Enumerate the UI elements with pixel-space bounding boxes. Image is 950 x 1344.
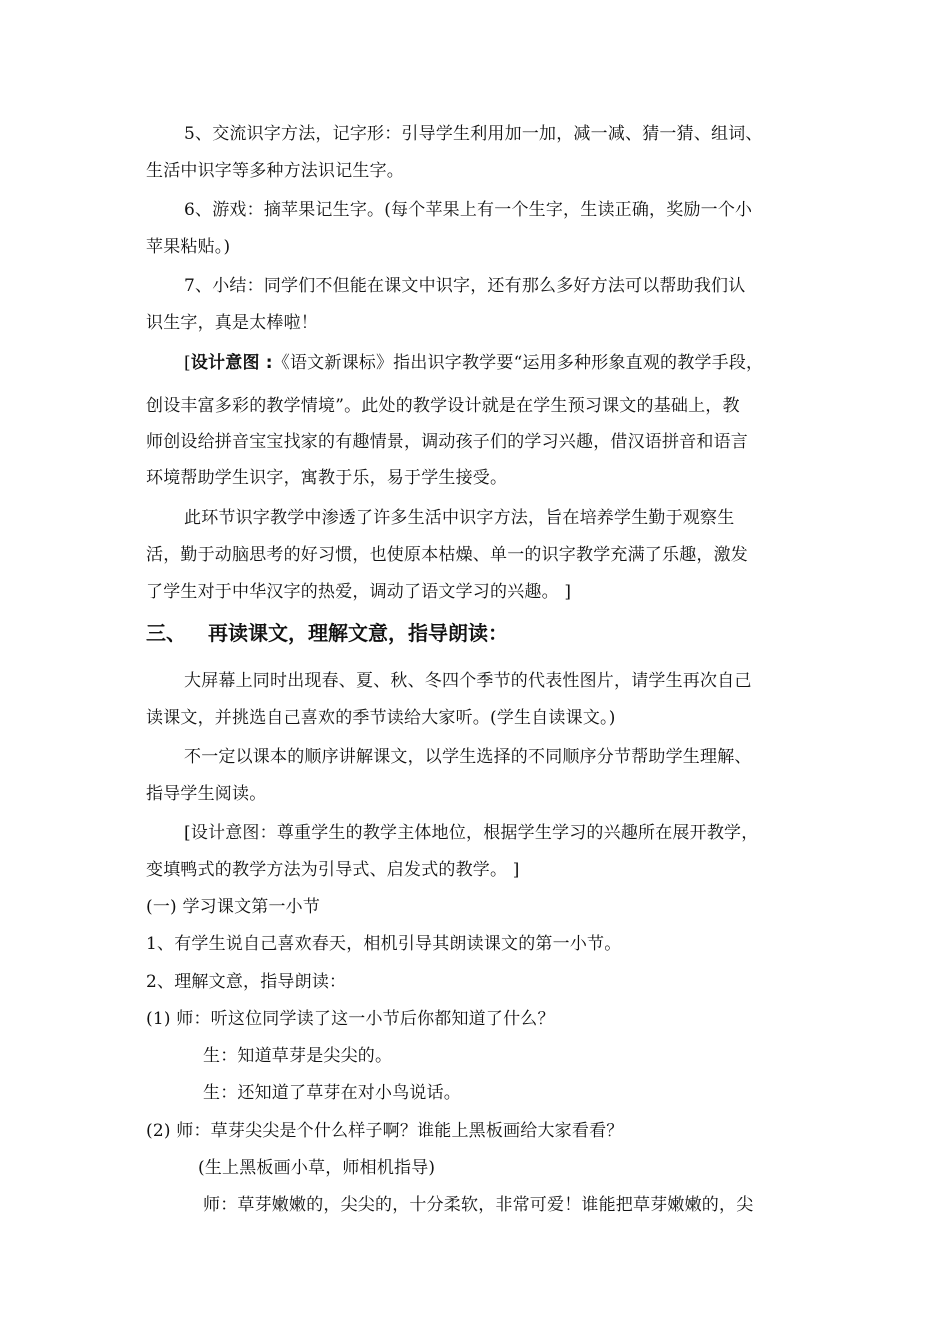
list-item-2: 2、理解文意，指导朗读： [146, 972, 347, 992]
student-answer-1: 生：知道草芽是尖尖的。 [203, 1046, 393, 1066]
list-item-1: 1、有学生说自己喜欢春天，相机引导其朗读课文的第一小节。 [146, 934, 622, 954]
section-title: 再读课文，理解文意，指导朗读： [208, 621, 508, 645]
section-heading [146, 619, 508, 647]
section3-intent-line2: 变填鸭式的教学方法为引导式、启发式的教学。 ] [146, 860, 520, 880]
student-answer-2: 生：还知道了草芽在对小鸟说话。 [203, 1083, 461, 1103]
design-intent-line6: 活，勤于动脑思考的好习惯，也使原本枯燥、单一的识字教学充满了乐趣，激发 [146, 545, 748, 565]
section3-intent-line1: [设计意图：尊重学生的教学主体地位，根据学生学习的兴趣所在展开教学， [184, 823, 759, 843]
stage-direction: (生上黑板画小草，师相机指导) [198, 1158, 436, 1178]
section3-para2-line2: 指导学生阅读。 [146, 784, 267, 804]
paragraph-step6-line2: 苹果粘贴。) [146, 237, 231, 257]
design-intent-line1 [184, 351, 763, 375]
design-intent-line4: 环境帮助学生识字，寓教于乐，易于学生接受。 [146, 468, 508, 488]
paragraph-step5-line2: 生活中识字等多种方法识记生字。 [146, 161, 404, 181]
subsection-heading: (一) 学习课文第一小节 [146, 897, 321, 917]
dialogue-item-1: (1) 师：听这位同学读了这一小节后你都知道了什么？ [146, 1009, 555, 1029]
design-intent-bracket: [ [184, 353, 191, 373]
design-intent-line5: 此环节识字教学中渗透了许多生活中识字方法，旨在培养学生勤于观察生 [184, 508, 735, 528]
design-intent-text: 《语文新课标》指出识字教学要“运用多种形象直观的教学手段， [272, 353, 764, 373]
paragraph-step7-line1: 7、小结：同学们不但能在课文中识字，还有那么多好方法可以帮助我们认 [184, 276, 746, 296]
section3-para2-line1: 不一定以课本的顺序讲解课文，以学生选择的不同顺序分节帮助学生理解、 [184, 747, 752, 767]
paragraph-step7-line2: 识生字，真是太棒啦！ [146, 313, 318, 333]
teacher-line: 师：草芽嫩嫩的，尖尖的，十分柔软，非常可爱！谁能把草芽嫩嫩的，尖 [203, 1195, 754, 1215]
design-intent-label: 设计意图 : [190, 353, 273, 373]
section-number: 三、 [146, 621, 186, 645]
paragraph-step5-line1: 5、交流识字方法，记字形：引导学生利用加一加，减一减、猜一猜、组词、 [184, 124, 763, 144]
section3-para1-line2: 读课文，并挑选自己喜欢的季节读给大家听。(学生自读课文。) [146, 708, 616, 728]
design-intent-line2: 创设丰富多彩的教学情境”。此处的教学设计就是在学生预习课文的基础上，教 [146, 396, 740, 416]
paragraph-step6-line1: 6、游戏：摘苹果记生字。(每个苹果上有一个生字，生读正确，奖励一个小 [184, 200, 753, 220]
dialogue-item-2: (2) 师：草芽尖尖是个什么样子啊？谁能上黑板画给大家看看？ [146, 1121, 624, 1141]
section3-para1-line1: 大屏幕上同时出现春、夏、秋、冬四个季节的代表性图片，请学生再次自己 [184, 671, 752, 691]
design-intent-line7: 了学生对于中华汉字的热爱，调动了语文学习的兴趣。 ] [146, 582, 572, 602]
design-intent-line3: 师创设给拼音宝宝找家的有趣情景，调动孩子们的学习兴趣，借汉语拼音和语言 [146, 432, 748, 452]
